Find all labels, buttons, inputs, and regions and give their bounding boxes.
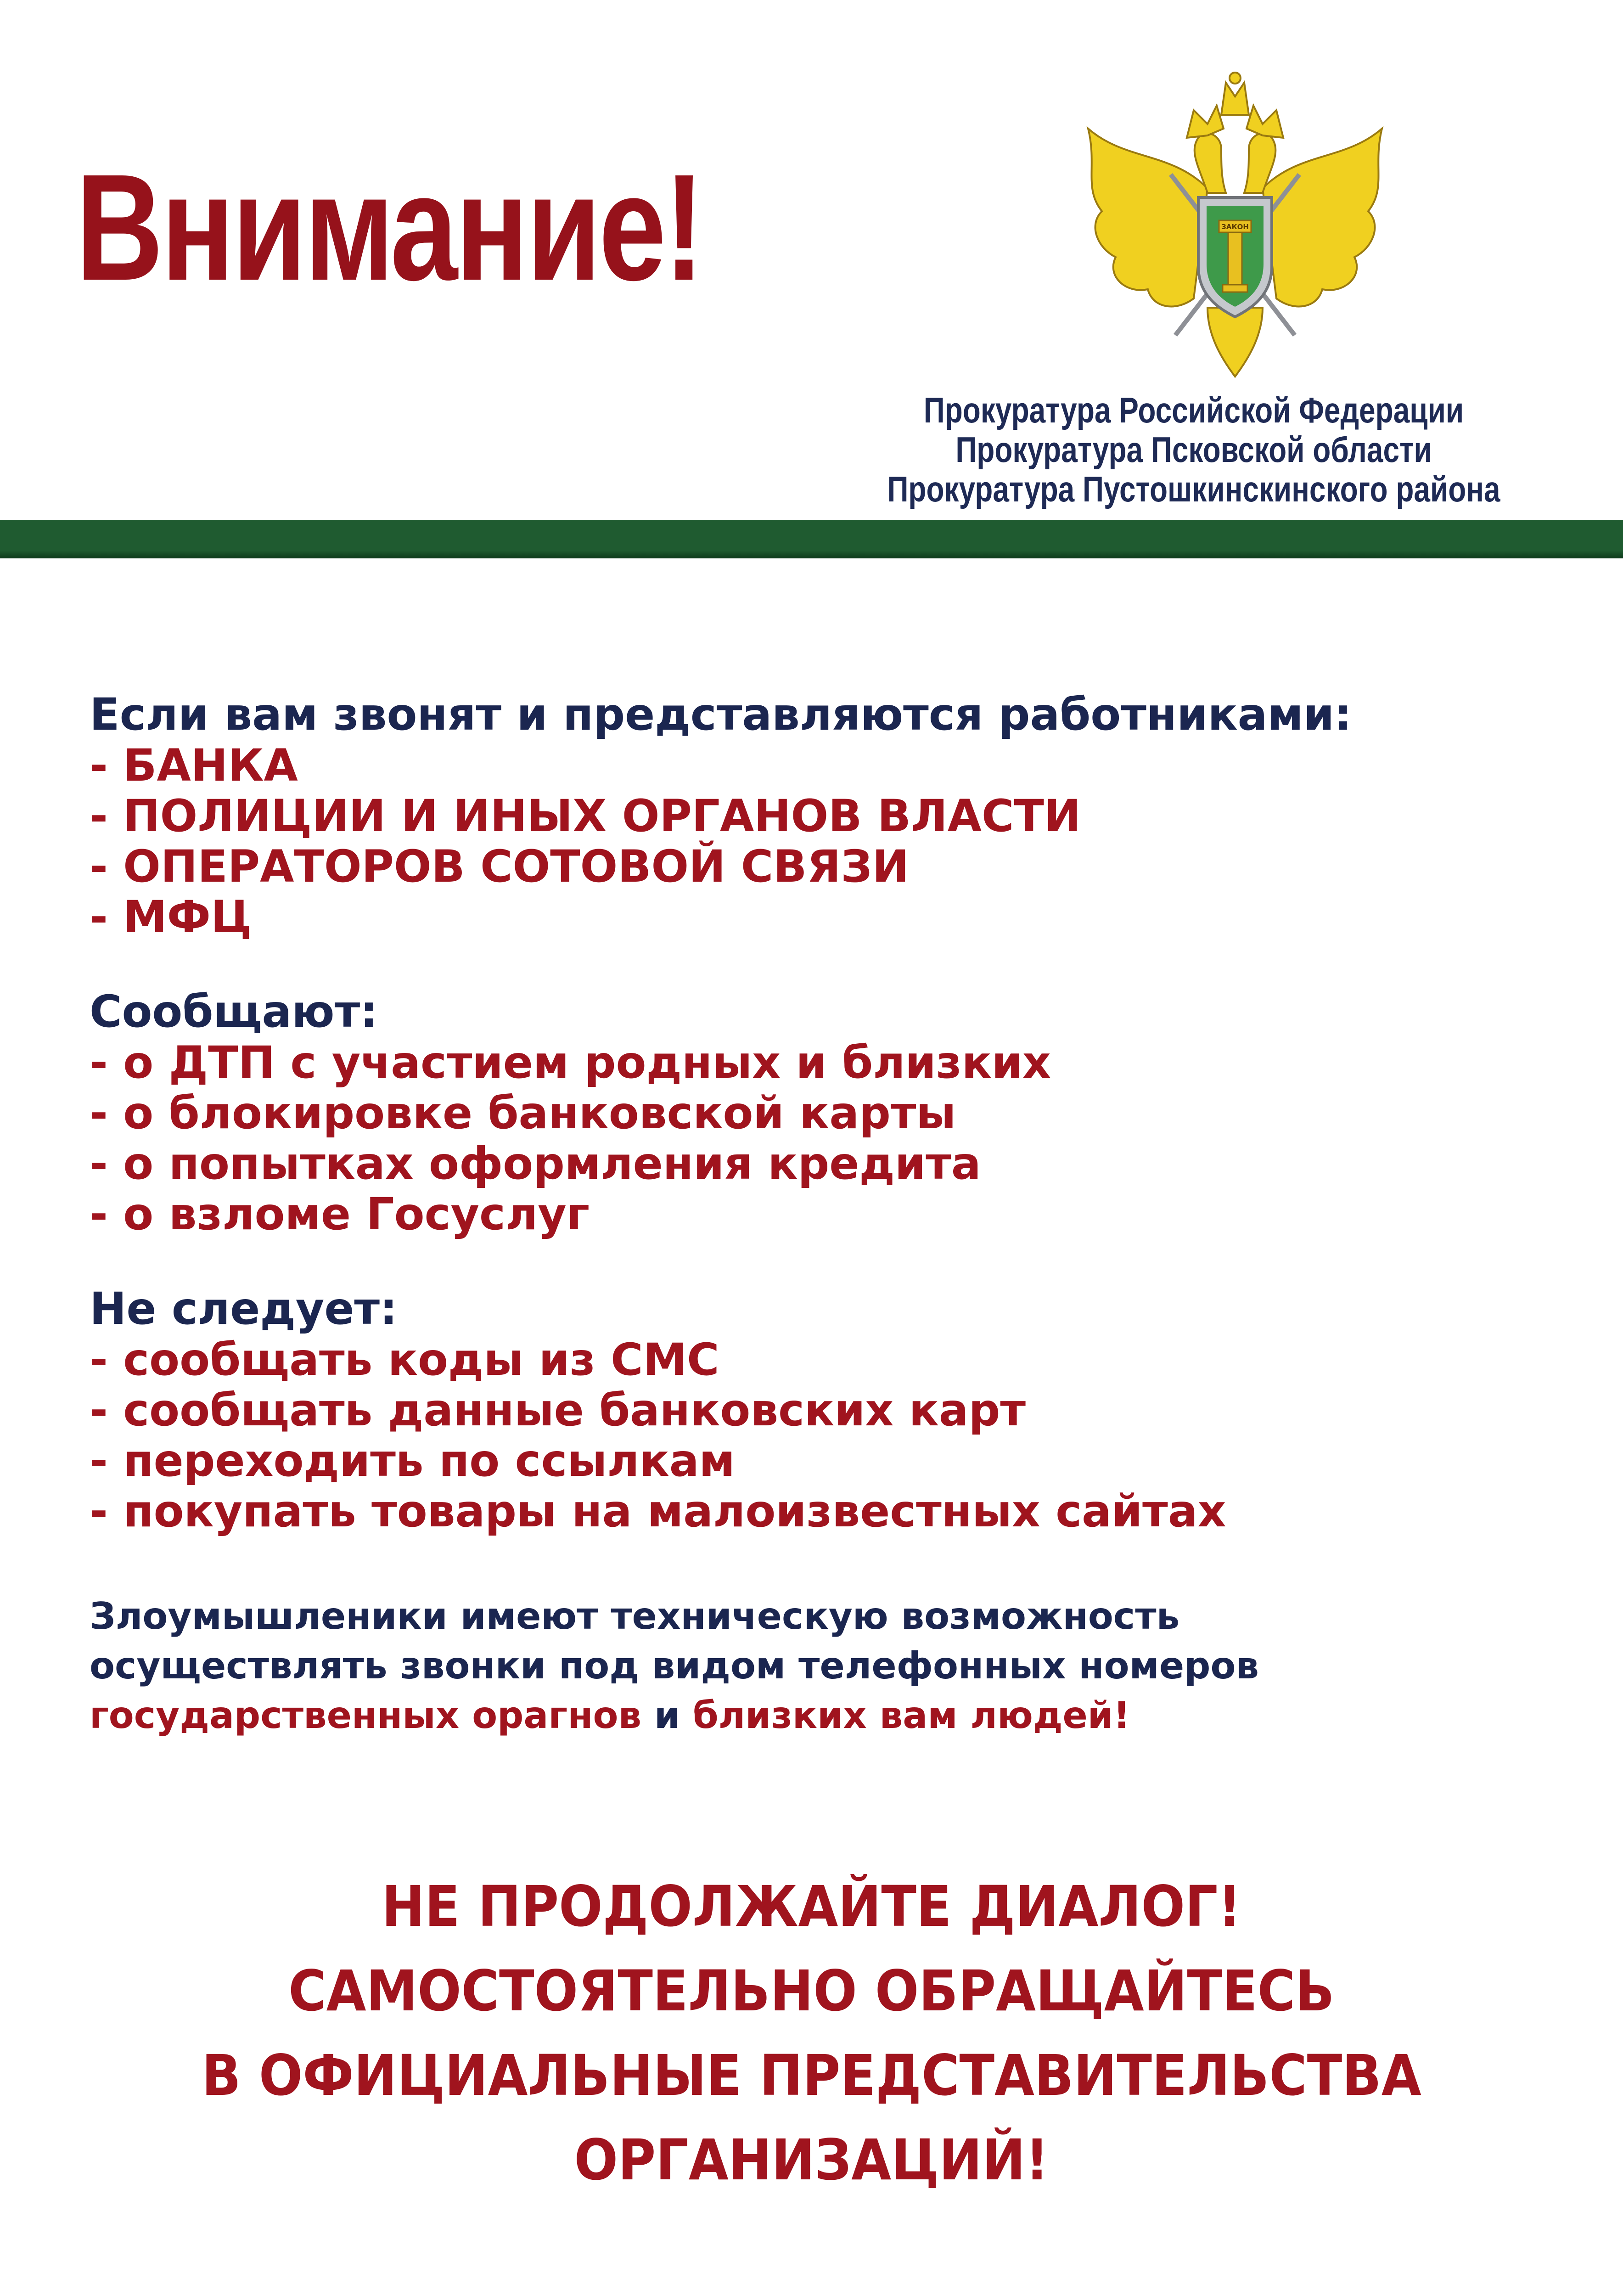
page-title: Внимание! bbox=[76, 142, 702, 312]
emblem-text: ЗАКОН bbox=[1221, 223, 1249, 231]
section-heading-dont: Не следует: bbox=[90, 1283, 398, 1334]
list-item: - переходить по ссылкам bbox=[90, 1435, 736, 1486]
warning-highlight: близких вам людей! bbox=[692, 1694, 1130, 1737]
warning-highlight: государственных орагнов bbox=[90, 1694, 642, 1737]
organization-block bbox=[803, 390, 1584, 509]
section-heading-reports: Сообщают: bbox=[90, 986, 378, 1037]
final-line: В ОФИЦИАЛЬНЫЕ ПРЕДСТАВИТЕЛЬСТВА bbox=[202, 2043, 1421, 2108]
org-line: Прокуратура Пустошкинскинского района bbox=[887, 469, 1500, 509]
list-item: - МФЦ bbox=[90, 891, 252, 943]
list-item: - о блокировке банковской карты bbox=[90, 1087, 956, 1139]
section-heading-callers: Если вам звонят и представляются работниками: bbox=[90, 689, 1352, 740]
main-content bbox=[90, 689, 1559, 1740]
warning-line: осуществлять звонки под видом телефонных номеров bbox=[90, 1644, 1259, 1687]
list-item: - ОПЕРАТОРОВ СОТОВОЙ СВЯЗИ bbox=[90, 841, 909, 892]
list-item: - о ДТП с участием родных и близких bbox=[90, 1037, 1051, 1088]
list-item: - сообщать данные банковских карт bbox=[90, 1384, 1026, 1436]
org-line: Прокуратура Российской Федерации bbox=[923, 390, 1464, 430]
green-divider bbox=[0, 520, 1623, 558]
list-item: - покупать товары на малоизвестных сайтах bbox=[90, 1486, 1226, 1537]
list-item: - ПОЛИЦИИ И ИНЫХ ОРГАНОВ ВЛАСТИ bbox=[90, 790, 1081, 842]
warning-connector: и bbox=[641, 1694, 693, 1737]
final-line: САМОСТОЯТЕЛЬНО ОБРАЩАЙТЕСЬ bbox=[288, 1958, 1335, 2024]
prosecutor-emblem-icon bbox=[1070, 60, 1400, 381]
list-item: - о взломе Госуслуг bbox=[90, 1188, 590, 1240]
final-line: НЕ ПРОДОЛЖАЙТЕ ДИАЛОГ! bbox=[382, 1874, 1241, 1939]
list-item: - БАНКА bbox=[90, 740, 298, 791]
list-item: - о попытках оформления кредита bbox=[90, 1138, 981, 1189]
list-item: - сообщать коды из СМС bbox=[90, 1334, 719, 1385]
final-line: ОРГАНИЗАЦИЙ! bbox=[574, 2127, 1049, 2193]
org-line: Прокуратура Псковской области bbox=[955, 429, 1432, 470]
warning-line: Злоумышленики имеют техническую возможность bbox=[90, 1595, 1180, 1638]
warning-paragraph bbox=[90, 1592, 1559, 1740]
warning-line bbox=[90, 1691, 1559, 1740]
final-call-to-action bbox=[0, 1864, 1623, 2202]
